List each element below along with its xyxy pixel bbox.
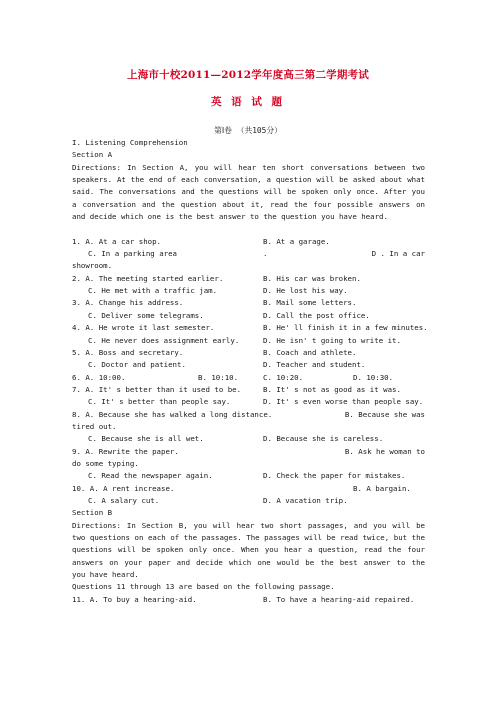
question-10-row [72, 495, 425, 507]
question-7-row [72, 384, 425, 396]
option-a: 6. A. 10:00. [72, 372, 126, 382]
directions-line: a conversation and the question about it, read the four possible answers on [72, 199, 425, 209]
part-heading: 第Ⅰ卷 （共105分） [214, 126, 282, 135]
option-a: 10. A. A rent increase. [72, 483, 175, 493]
question-2-row [72, 273, 425, 285]
question-10-row [72, 483, 425, 495]
question-1-row [72, 248, 425, 260]
question-9-row [72, 470, 425, 482]
question-8-row [72, 409, 425, 421]
directions-line: said. The conversations and the questions will be spoken only once. After you [72, 187, 425, 197]
directions-line: you have heard. [72, 570, 139, 580]
question-8-row [72, 433, 425, 445]
separator-dot: . [263, 249, 268, 259]
option-a: 3. A. Change his address. [72, 298, 184, 308]
option-d: D. It' s even worse than people say. [263, 397, 424, 407]
option-d: D. Teacher and student. [263, 360, 366, 370]
option-d: D. Call the post office. [263, 310, 370, 320]
option-c: C. Deliver some telegrams. [88, 310, 204, 320]
option-d: D. Because she is careless. [263, 434, 384, 444]
option-d: D. 10:30. [353, 372, 394, 382]
option-b: B. 10:10. [198, 372, 239, 382]
directions-line: and decide which one is the best answer to the question you have heard. [72, 212, 388, 222]
option-c: C. It' s better than people say. [88, 397, 231, 407]
exam-subtitle: 英 语 试 题 [211, 96, 285, 108]
option-b: B. Mail some letters. [263, 298, 357, 308]
option-c: C. Doctor and patient. [88, 360, 186, 370]
option-b: B. It' s not as good as it was. [263, 384, 401, 394]
directions-line: Directions: In Section A, you will hear ten short conversations between two [72, 162, 425, 172]
option-a: 4. A. He wrote it last semester. [72, 323, 215, 333]
question-5-row [72, 347, 425, 359]
option-b: B. To have a hearing-aid repaired. [263, 594, 415, 604]
option-a: 11. A. To buy a hearing-aid. [72, 594, 197, 604]
question-5-row [72, 359, 425, 371]
section-b-heading: Section B [72, 508, 113, 518]
option-a: 8. A. Because she has walked a long distance. [72, 409, 273, 419]
question-3-row [72, 297, 425, 309]
question-11-row [72, 594, 425, 606]
directions-line: speakers. At the end of each conversation, a question will be asked about what [72, 175, 425, 185]
option-a: 1. A. At a car shop. [72, 236, 161, 246]
question-6-row [72, 372, 425, 384]
question-9-row [72, 446, 425, 458]
exam-title: 上海市十校2011—2012学年度高三第二学期考试 [127, 69, 369, 81]
option-d: D. He isn' t going to write it. [263, 335, 401, 345]
option-d: D . In a car [371, 249, 425, 259]
option-a: 2. A. The meeting started earlier. [72, 273, 224, 283]
option-b: B. At a garage. [263, 236, 330, 246]
option-a: 9. A. Rewrite the paper. [72, 446, 179, 456]
passage-note: Questions 11 through 13 are based on the following passage. [72, 582, 335, 592]
listening-heading: I. Listening Comprehension [72, 138, 188, 147]
question-4-row [72, 335, 425, 347]
option-b: B. His car was broken. [263, 273, 361, 283]
directions-line: answers on your paper and decide which one would be the best answer to the [72, 557, 425, 567]
option-continuation: tired out. [72, 421, 117, 431]
option-b: B. He' ll finish it in a few minutes. [263, 323, 428, 333]
option-b: B. Ask he woman to [344, 446, 425, 456]
option-d: D. He lost his way. [263, 286, 348, 296]
option-d: D. Check the paper for mistakes. [263, 471, 406, 481]
option-d: D. A vacation trip. [263, 495, 348, 505]
option-c: C. Because she is all wet. [88, 434, 204, 444]
section-a-heading: Section A [72, 150, 113, 160]
question-3-row [72, 310, 425, 322]
option-b: B. Coach and athlete. [263, 347, 357, 357]
option-c: C. He never does assignment early. [88, 335, 240, 345]
option-c: C. 10:20. [263, 372, 304, 382]
option-b: B. Because she was [344, 409, 425, 419]
option-c: C. In a parking area [88, 249, 177, 259]
directions-line: two questions on each of the passages. The passages will be read twice, but the [72, 533, 425, 542]
option-b: B. A bargain. [353, 483, 411, 493]
document-body [72, 137, 428, 606]
directions-line: questions will be spoken only once. When you hear a question, read the four [72, 545, 425, 555]
option-c: C. He met with a traffic jam. [88, 286, 218, 296]
option-c: C. A salary cut. [88, 495, 160, 505]
option-a: 5. A. Boss and secretary. [72, 347, 184, 357]
question-4-row [72, 322, 428, 334]
option-c: C. Read the newspaper again. [88, 471, 213, 481]
question-7-row [72, 396, 425, 408]
question-1-row [72, 236, 425, 248]
option-a: 7. A. It' s better than it used to be. [72, 384, 242, 394]
option-continuation: showroom. [72, 261, 113, 271]
question-2-row [72, 285, 425, 297]
option-continuation: do some typing. [72, 458, 139, 468]
directions-line: Directions: In Section B, you will hear two short passages, and you will be [72, 520, 425, 530]
